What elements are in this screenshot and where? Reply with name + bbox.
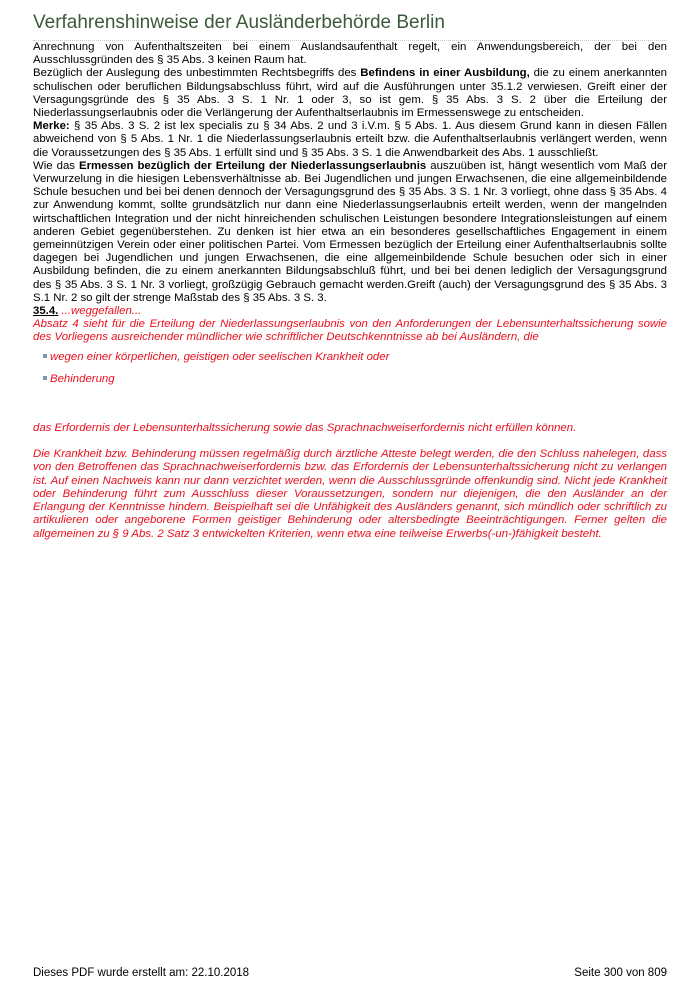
paragraph-ausbildung [33,67,667,120]
paragraph-text: auszuüben ist, hängt wesentlich vom Maß der Verwurzelung in die hiesigen Lebensverhältnisse ab. Bei Jugendlichen und jungen Erwachsenen, die eine allgemeinbildende Schule besuchen und bei bei denen dennoch der Versagungsgrund des § 35 Abs. 3 S. 1 Nr. 3 vorliegt, ohne dass § 35 Abs. 4 zur Anwendung kommt, sollte grundsätzlich nur dann eine Niederlassungserlaubnis erteilt werden, wenn der mangelnden wirtschaftlichen Integration und der nicht hinreichenden schulischen Leistungen besondere Integrationsleistungen auf einem anderen Gebiet gegenüberstehen. Zu denken ist hier etwa an ein besonderes gesellschaftliches Engagement in einem gemeinnützigen Verein oder einer politischen Partei. Vom Ermessen bezüglich der Erteilung einer Aufenthaltserlaubnis sollte dagegen bei Jugendlichen und jungen Erwachsenen, die eine allgemeinbildende Schule besuchen oder sich in einer Ausbildung befinden, die zu einem anerkannten Bildungsabschluß führt, und bei bei denen lediglich der Versagungsgrund des § 35 Abs. 3 S. 1 Nr. 3 vorliegt, großzügig Gebrauch gemacht werden.Greift (auch) der Versagungsgrund des § 35 Abs. 3 S.1 Nr. 2 so gilt der strenge Maßstab des § 35 Abs. 3 S. 3. [33,159,667,304]
list-item [43,373,667,386]
paragraph-text: das Erfordernis der Lebensunterhaltssicherung sowie das Sprachnachweiserfordernis nicht erfüllen können. [33,422,577,435]
paragraph-text: § 35 Abs. 3 S. 2 ist lex specialis zu § 34 Abs. 2 und 3 i.V.m. § 5 Abs. 1. Aus diesem Grund kann in diesen Fällen abweichend von § 5 Abs. 1 Nr. 1 die Niederlassungserlaubnis erteilt bzw. die Aufenthaltserlaubnis verlängert werden, wenn die Voraussetzungen des § 35 Abs. 1 erfüllt sind und § 35 Abs. 3 S. 1 die Anwendbarkeit des Abs. 1 ausschließt. [33,120,667,159]
section-number: 35.4. [33,305,59,318]
paragraph-text: Bezüglich der Auslegung des unbestimmten Rechtsbegriffs des [33,67,361,80]
bold-term: Ermessen bezüglich der Erteilung der Niederlassungserlaubnis [78,159,427,172]
page-header-title: Verfahrenshinweise der Ausländerbehörde Berlin [33,12,667,41]
list-item-text: wegen einer körperlichen, geistigen oder seelischen Krankheit oder [50,350,390,363]
paragraph-absatz4 [33,318,667,344]
paragraph-text: Wie das [33,159,79,172]
list-item [43,351,667,364]
section-35-4 [33,305,667,318]
footer-page-number: Seite 300 von 809 [574,967,667,979]
footer-created-date: Dieses PDF wurde erstellt am: 22.10.2018 [33,967,250,979]
page-footer [33,966,667,980]
paragraph-erfordernis [33,422,667,435]
section-note: ...weggefallen... [58,305,142,318]
bullet-list [33,351,667,386]
bold-term: Befindens in einer Ausbildung, [360,67,530,80]
paragraph-text: Die Krankheit bzw. Behinderung müssen regelmäßig durch ärztliche Atteste belegt werden, die den Schluss nahelegen, dass von den Betroffenen das Sprachnachweiserfordernis bzw. das Erfordernis der Lebensunterhaltssicherung nicht zu verlangen ist. Auf einen Nachweis kann nur dann verzichtet werden, wenn die Ausschlussgründe offenkundig sind. Nicht jede Krankheit oder Behinderung führt zum Ausschluss dieser Voraussetzungen, sondern nur diejenigen, die den Ausländer an der Erlangung der Kenntnisse hindern. Beispielhaft sei die Unfähigkeit des Ausländers genannt, sich mündlich oder schriftlich zu artikulieren oder angeborene Formen geistiger Behinderung oder altersbedingte Beeinträchtigungen. Ferner gelten die allgemeinen zu § 9 Abs. 2 Satz 3 entwickelten Kriterien, wenn etwa eine teilweise Erwerbs(-un-)fähigkeit besteht. [33,448,667,540]
list-item-text: Behinderung [50,372,115,385]
paragraph-merke [33,120,667,160]
paragraph-krankheit [33,448,667,540]
paragraph-anrechnung [33,41,667,67]
paragraph-text: die zu einem anerkannten schulischen oder beruflichen Bildungsabschluss führt, wird auf die Ausführungen unter 35.1.2 verwiesen. Greift einer der Versagungsgründe des § 35 Abs. 3 S. 1 Nr. 1 oder 3, so ist gem. § 35 Abs. 3 S. 2 über die Erteilung der Niederlassungserlaubnis oder die Verlängerung der Aufenthaltserlaubnis im Ermessenswege zu entscheiden. [33,67,667,120]
paragraph-ermessen [33,160,667,305]
square-bullet-icon [43,354,47,358]
square-bullet-icon [43,376,47,380]
merke-label: Merke: [33,120,70,133]
paragraph-text: Anrechnung von Aufenthaltszeiten bei einem Auslandsaufenthalt regelt, ein Anwendungsbereich, der bei den Ausschlussgründen des § 35 Abs. 3 keinen Raum hat. [33,41,667,67]
paragraph-text: Absatz 4 sieht für die Erteilung der Niederlassungserlaubnis von den Anforderungen der Lebensunterhaltssicherung sowie des Vorliegens ausreichender mündlicher wie schriftlicher Deutschkenntnisse ab bei Ausländern, die [33,318,667,344]
document-body [33,41,667,541]
